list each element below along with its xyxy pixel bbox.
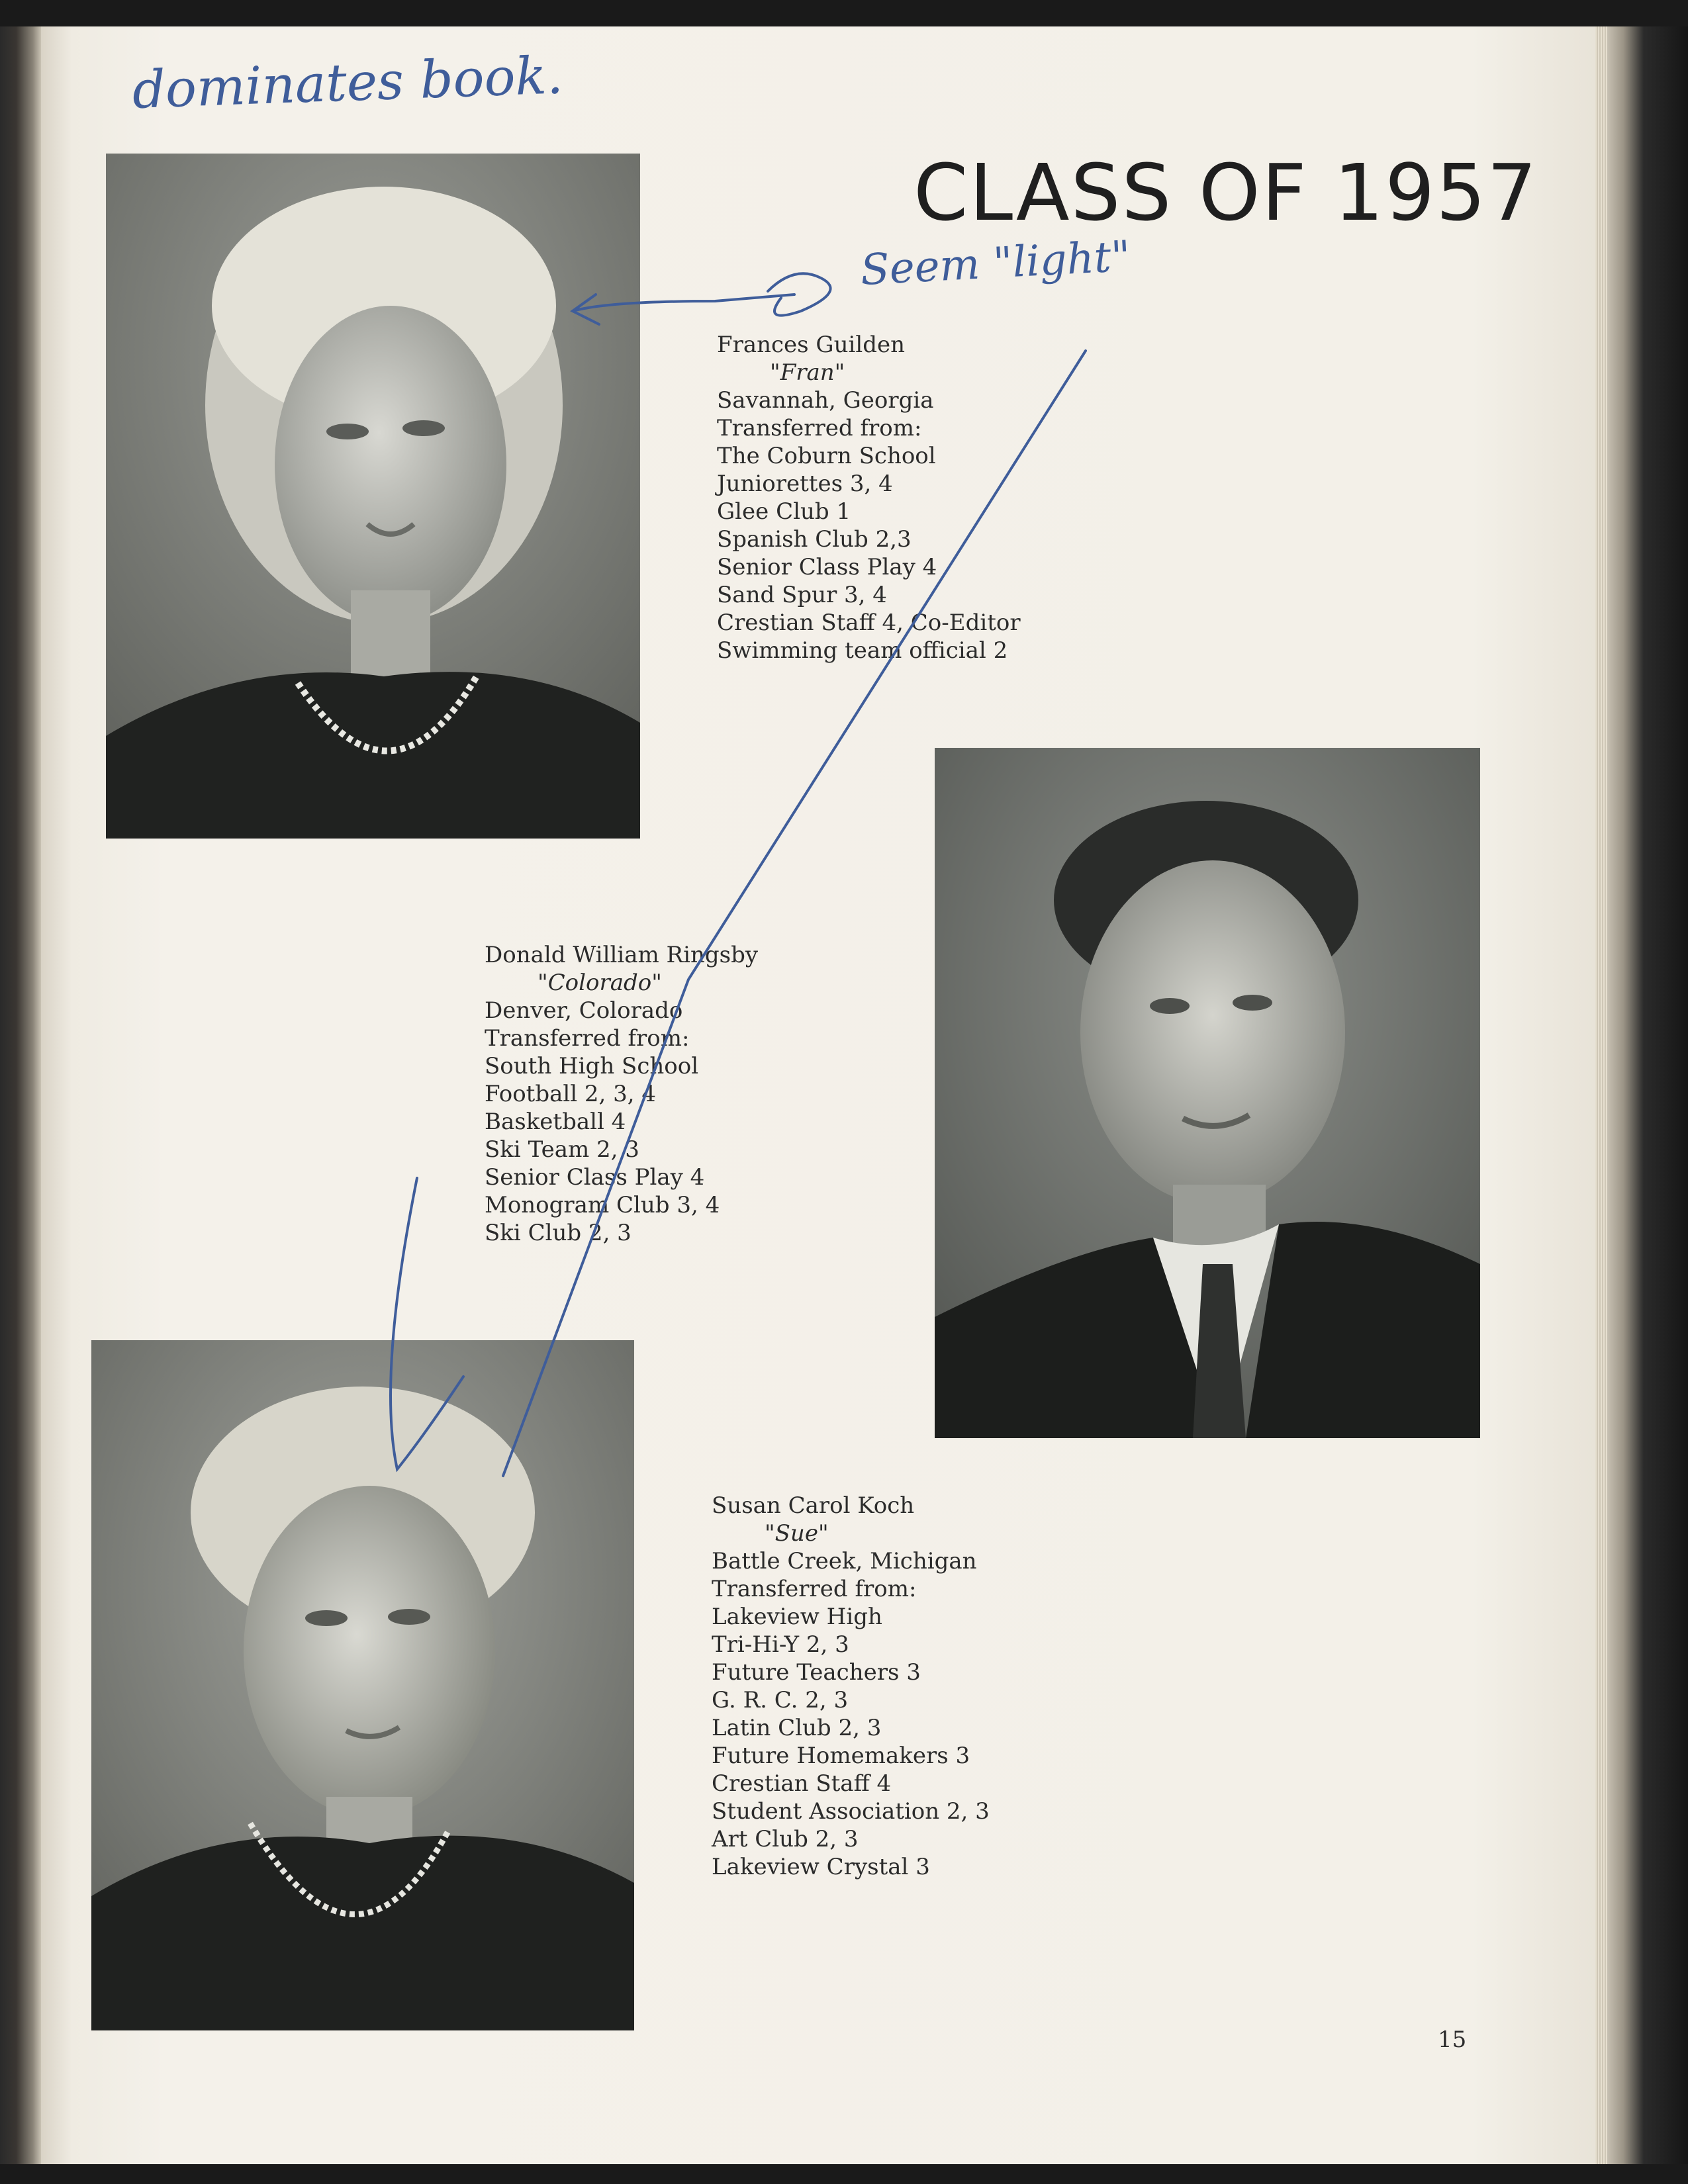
bio-line: Crestian Staff 4, Co-Editor [717,610,1021,636]
bio-line: Future Homemakers 3 [712,1743,970,1769]
student-name: Susan Carol Koch [712,1492,915,1519]
book-top-edge [0,0,1688,26]
student-nickname: "Fran" [770,359,845,386]
bio-line: Juniorettes 3, 4 [717,471,893,497]
bio-line: Crestian Staff 4 [712,1770,892,1797]
bio-line: Denver, Colorado [485,997,683,1024]
page-number: 15 [1438,2026,1467,2053]
student-name: Frances Guilden [717,332,906,358]
handwritten-note-middle: Seem "light" [859,232,1132,295]
bio-line: Art Club 2, 3 [712,1826,859,1852]
book-spine [0,26,41,2164]
portrait-photo-donald-william-ringsby [935,748,1480,1438]
bio-line: G. R. C. 2, 3 [712,1687,849,1713]
bio-line: Glee Club 1 [717,498,851,525]
bio-line: Ski Team 2, 3 [485,1136,639,1163]
bio-line: South High School [485,1053,699,1079]
bio-line: Senior Class Play 4 [485,1164,705,1191]
student-bio-frances-guilden [717,331,1021,664]
book-bottom-edge [0,2164,1688,2184]
student-name: Donald William Ringsby [485,942,759,968]
student-nickname: "Sue" [765,1520,829,1547]
bio-line: The Coburn School [717,443,936,469]
bio-line: Latin Club 2, 3 [712,1715,882,1741]
bio-line: Spanish Club 2,3 [717,526,912,553]
bio-line: Battle Creek, Michigan [712,1548,977,1574]
bio-line: Ski Club 2, 3 [485,1220,632,1246]
bio-line: Savannah, Georgia [717,387,934,414]
bio-line: Sand Spur 3, 4 [717,582,887,608]
bio-line: Future Teachers 3 [712,1659,921,1686]
bio-line: Lakeview High [712,1604,882,1630]
bio-line: Lakeview Crystal 3 [712,1854,930,1880]
page-title: CLASS OF 1957 [914,147,1538,238]
bio-line: Tri-Hi-Y 2, 3 [712,1631,849,1658]
bio-line: Transferred from: [712,1576,917,1602]
bio-line: Senior Class Play 4 [717,554,937,580]
bio-line: Transferred from: [717,415,922,441]
bio-line: Monogram Club 3, 4 [485,1192,720,1218]
student-bio-donald-william-ringsby [485,941,758,1247]
student-bio-susan-carol-koch [712,1492,990,1881]
student-nickname: "Colorado" [538,970,662,996]
portrait-photo-susan-carol-koch [91,1340,634,2030]
bio-line: Football 2, 3, 4 [485,1081,657,1107]
bio-line: Student Association 2, 3 [712,1798,990,1825]
bio-line: Basketball 4 [485,1109,626,1135]
portrait-photo-frances-guilden [106,154,640,839]
book-cover-edge [1607,26,1688,2164]
handwritten-note-top: dominates book. [131,46,564,120]
bio-line: Swimming team official 2 [717,637,1008,664]
bio-line: Transferred from: [485,1025,690,1052]
